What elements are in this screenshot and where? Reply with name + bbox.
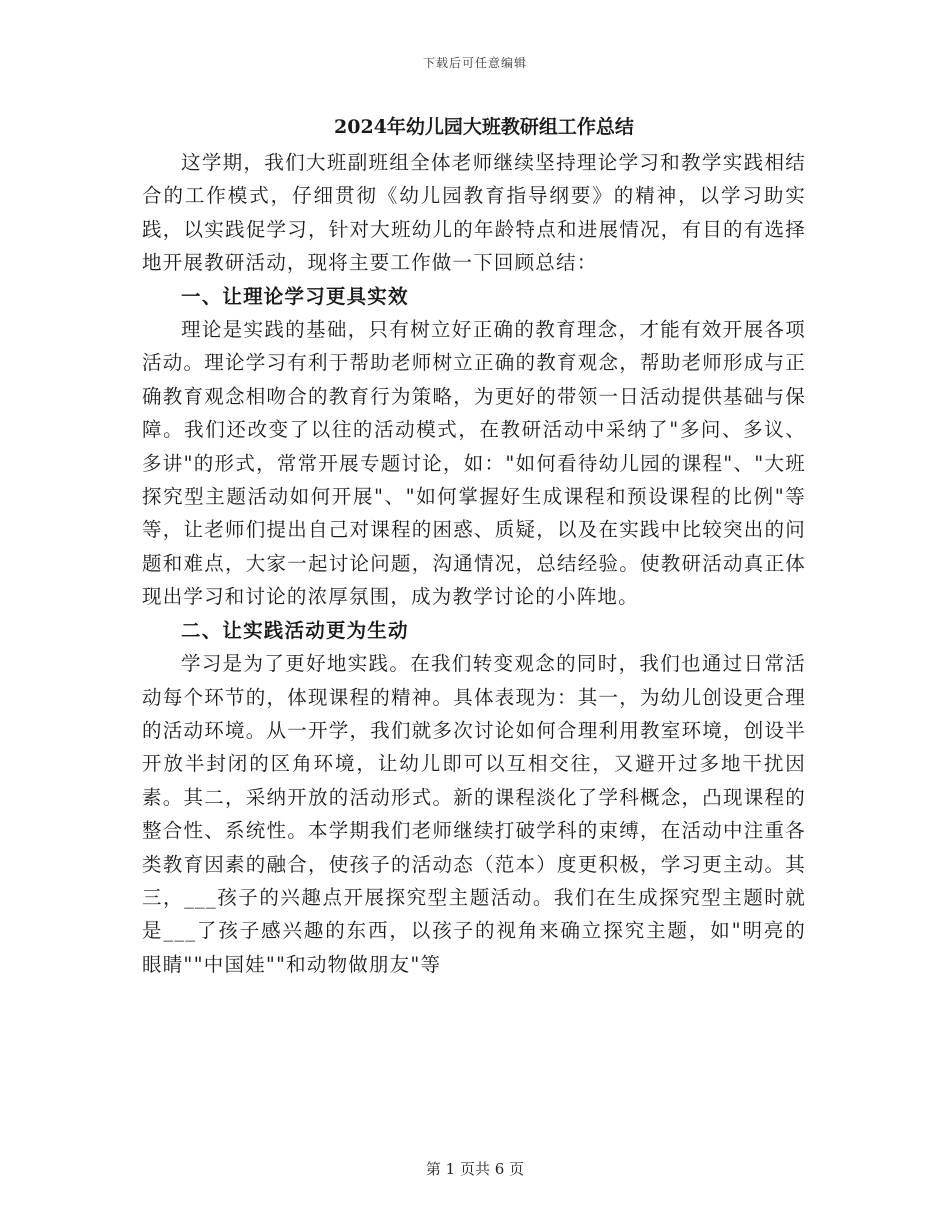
document-body	[142, 112, 806, 981]
intro-paragraph: 这学期，我们大班副班组全体老师继续坚持理论学习和教学实践相结合的工作模式，仔细贯彻《幼儿园教育指导纲要》的精神，以学习助实践，以实践促学习，针对大班幼儿的年龄特点和进展情况，有目的有选择地开展教研活动，现将主要工作做一下回顾总结：	[142, 151, 806, 275]
document-title: 2024年幼儿园大班教研组工作总结	[334, 116, 634, 138]
page-number-footer: 第 1 页共 6 页	[425, 1160, 525, 1178]
section-2-heading: 二、让实践活动更为生动	[181, 618, 409, 642]
section-1-paragraph: 理论是实践的基础，只有树立好正确的教育理念，才能有效开展各项活动。理论学习有利于帮助老师树立正确的教育观念，帮助老师形成与正确教育观念相吻合的教育行为策略，为更好的带领一日活动提供基础与保障。我们还改变了以往的活动模式，在教研活动中采纳了"多问、多议、多讲"的形式，常常开展专题讨论，如："如何看待幼儿园的课程"、"大班探究型主题活动如何开展"、"如何掌握好生成课程和预设课程的比例"等等，让老师们提出自己对课程的困惑、质疑，以及在实践中比较突出的问题和难点，大家一起讨论问题，沟通情况，总结经验。使教研活动真正体现出学习和讨论的浓厚氛围，成为教学讨论的小阵地。	[142, 318, 806, 609]
section-2-paragraph: 学习是为了更好地实践。在我们转变观念的同时，我们也通过日常活动每个环节的，体现课程的精神。具体表现为：其一，为幼儿创设更合理的活动环境。从一开学，我们就多次讨论如何合理利用教室环境，创设半开放半封闭的区角环境，让幼儿即可以互相交往，又避开过多地干扰因素。其二，采纳开放的活动形式。新的课程淡化了学科概念，凸现课程的整合性、系统性。本学期我们老师继续打破学科的束缚，在活动中注重各类教育因素的融合，使孩子的活动态（范本）度更积极，学习更主动。其三，___孩子的兴趣点开展探究型主题活动。我们在生成探究型主题时就是___了孩子感兴趣的东西，以孩子的视角来确立探究主题，如"明亮的眼睛""中国娃""和动物做朋友"等	[142, 652, 806, 976]
section-1-heading: 一、让理论学习更具实效	[181, 284, 409, 308]
header-note: 下载后可任意编辑	[422, 56, 527, 70]
